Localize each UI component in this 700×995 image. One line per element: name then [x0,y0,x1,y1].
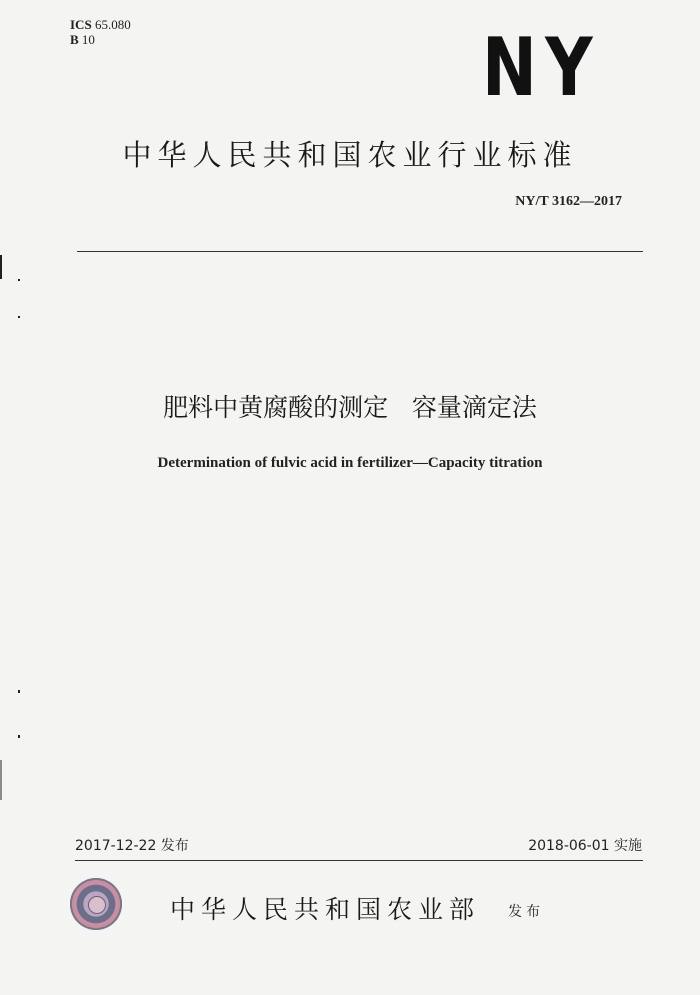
scan-edge-mark [18,735,20,738]
ccs-label: B [70,32,79,47]
ics-code: 65.080 [94,17,131,32]
scan-edge-mark [18,316,20,318]
issuing-authority: 中华人民共和国农业部 [170,895,481,924]
standard-number: NY/T 3162—2017 [515,194,622,209]
bottom-divider [75,860,643,861]
publish-label: 发布 [508,904,544,920]
scan-edge-mark [0,760,2,800]
emblem-center [88,896,106,914]
ny-logo: NY [482,21,601,114]
ics-label: ICS [70,17,92,32]
standard-title: 中华人民共和国农业行业标准 [122,138,578,172]
ccs-code: 10 [81,32,95,47]
scan-edge-mark [18,279,20,281]
document-title-en: Determination of fulvic acid in fertilizer—Capacity titration [157,455,543,471]
scan-edge-mark [18,690,20,693]
ministry-emblem-icon [70,878,122,930]
scan-edge-mark [0,255,2,279]
top-divider [77,251,643,252]
classification-codes [70,17,131,47]
implementation-date: 2018-06-01 实施 [528,838,642,854]
document-title-cn: 肥料中黄腐酸的测定 容量滴定法 [163,393,537,422]
issue-date: 2017-12-22 发布 [75,838,189,854]
